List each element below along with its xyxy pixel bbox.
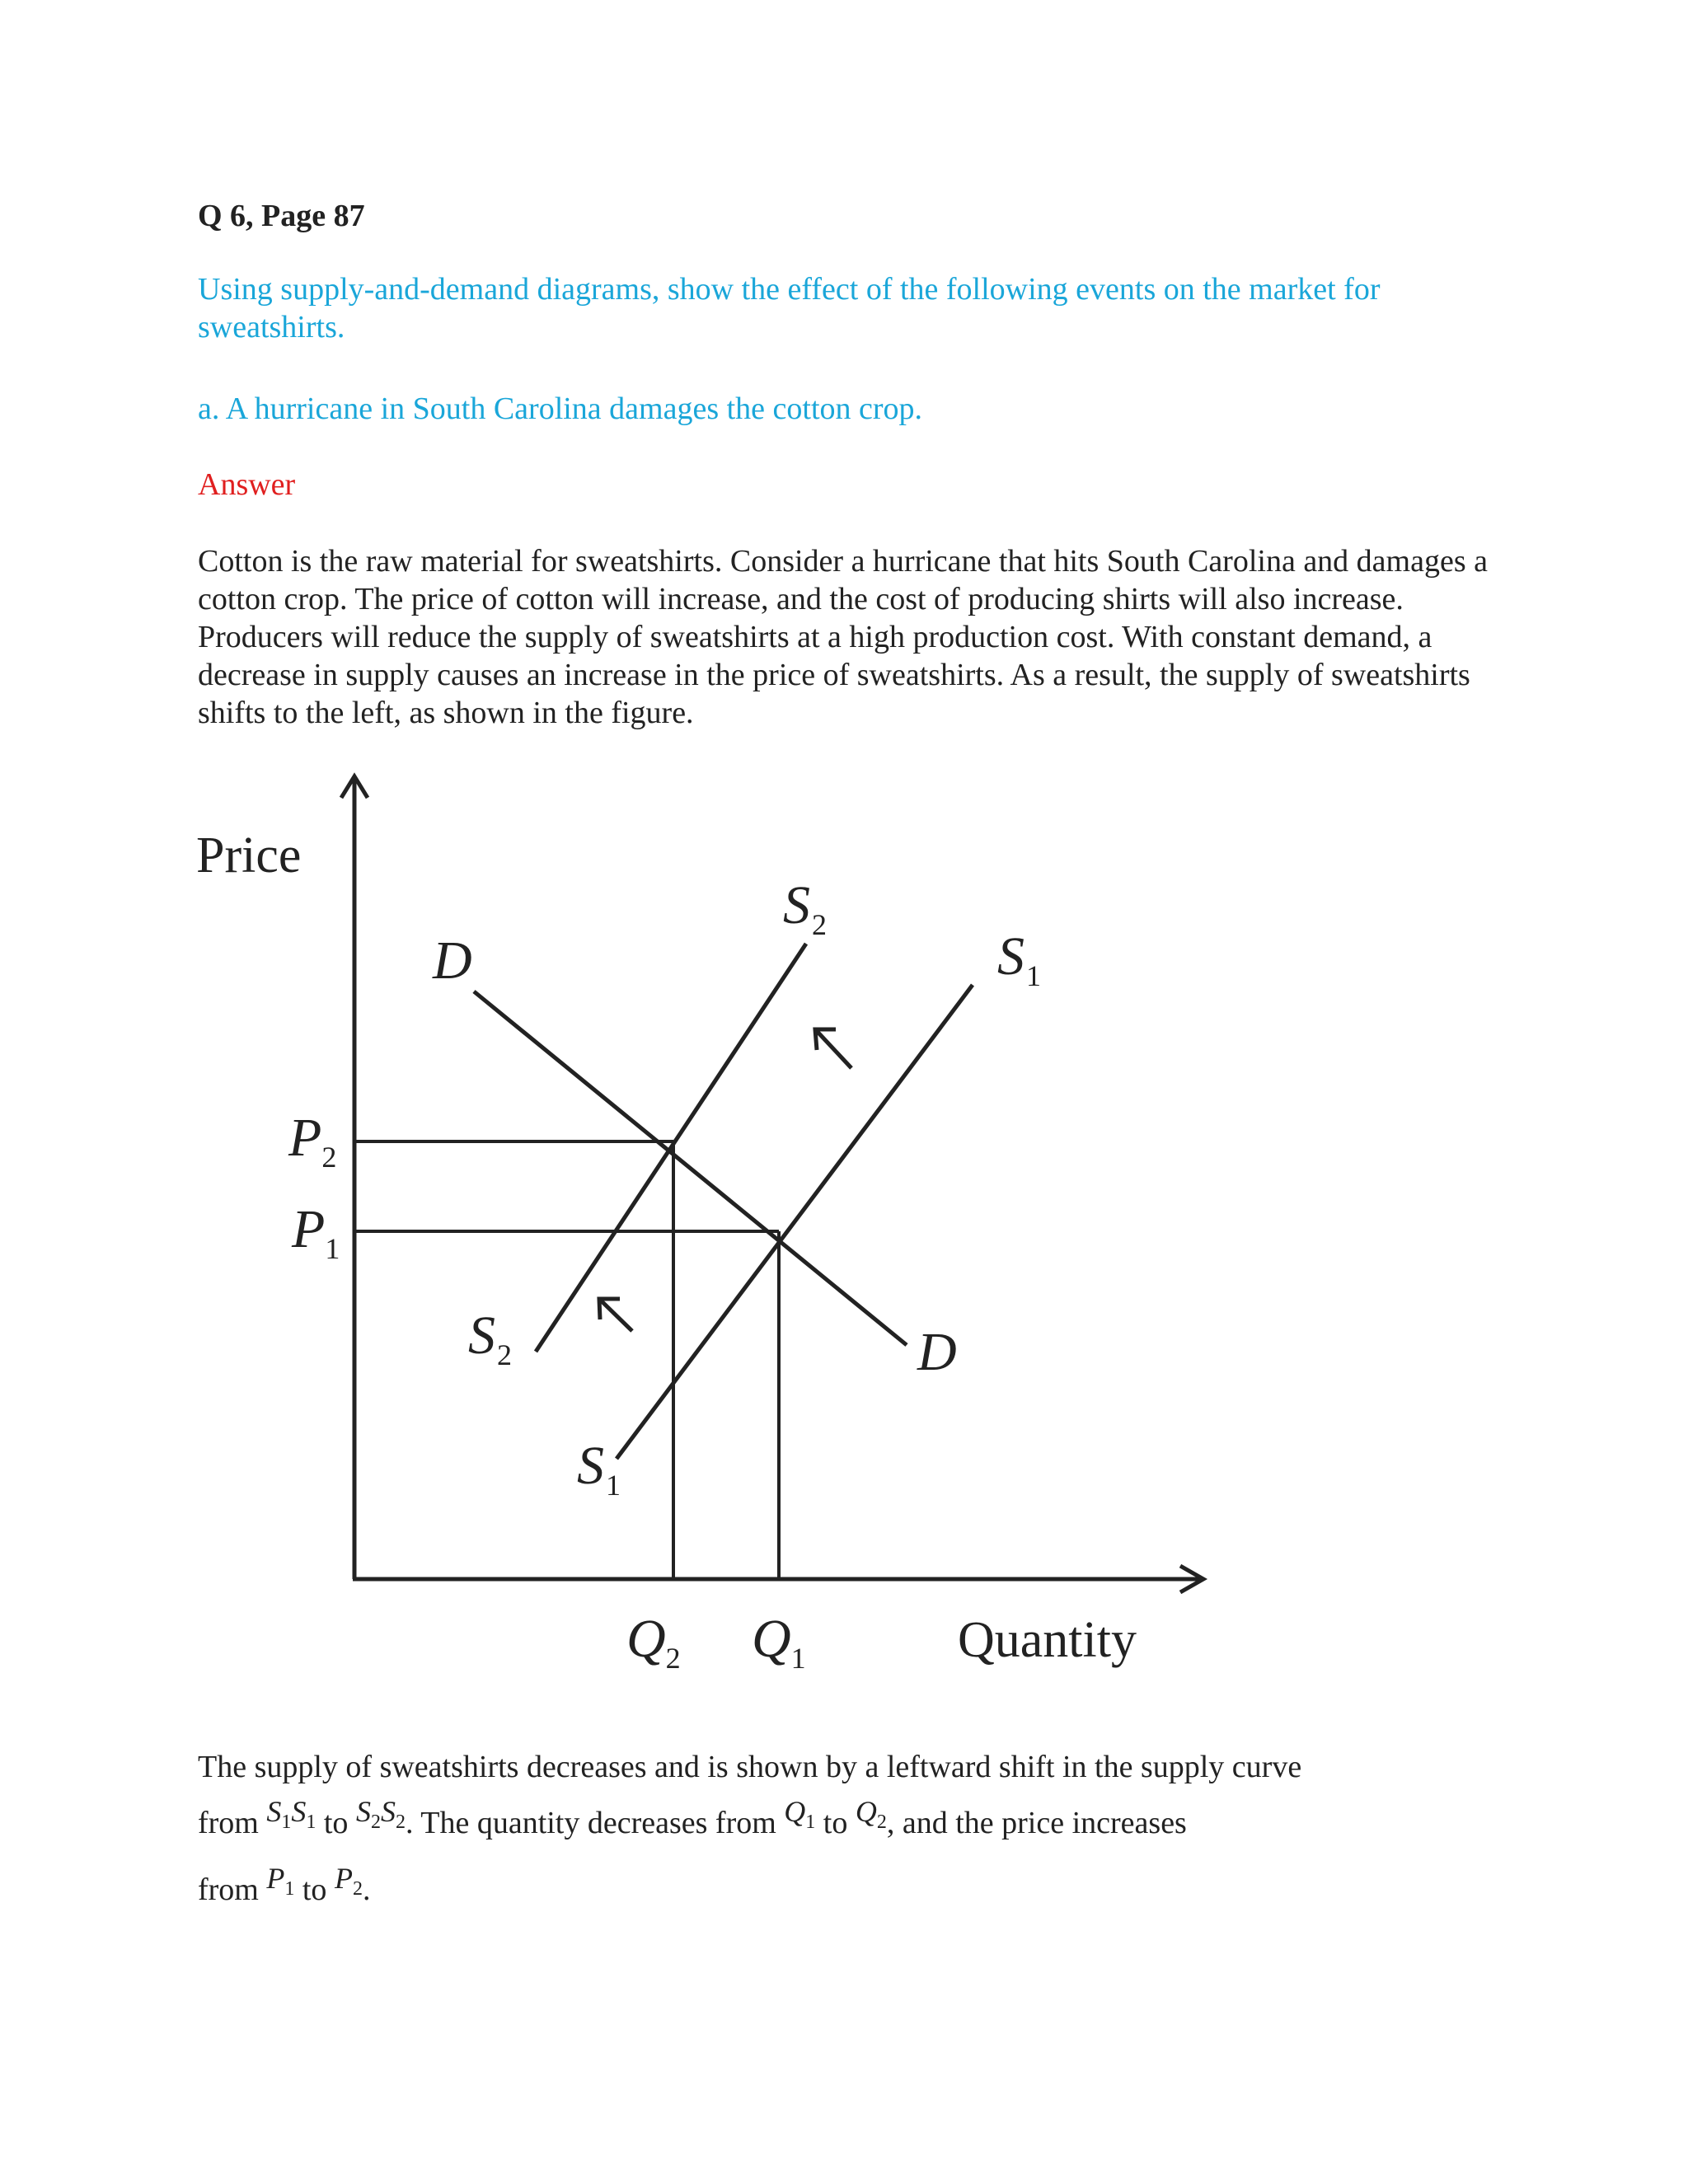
diagram-svg bbox=[181, 758, 1236, 1698]
supply-curve-s2 bbox=[536, 944, 806, 1352]
conclusion-part2: . The quantity decreases from bbox=[405, 1806, 776, 1840]
shift-arrow-lower-icon bbox=[600, 1300, 632, 1331]
question-heading: Q 6, Page 87 bbox=[198, 199, 365, 233]
answer-body: Cotton is the raw material for sweatshirts. Consider a hurricane that hits South Carolina and damages a cotton crop. The price of cotton will increase, and the cost of producing shirts will also increase. Producers will reduce the supply of sweatshirts at a high production cost. With constant demand, a decrease in supply causes an increase in the price of sweatshirts. As a result, the supply of sweatshirts shifts to the left, as shown in the figure. bbox=[198, 544, 1488, 730]
conclusion-from-2: from bbox=[198, 1872, 259, 1908]
demand-label-bottom: D bbox=[917, 1322, 957, 1382]
supply-demand-diagram bbox=[181, 758, 1236, 1698]
conclusion-to-3: to bbox=[302, 1872, 327, 1908]
conclusion-part1: The supply of sweatshirts decreases and is shown by a leftward shift in the supply curve bbox=[198, 1750, 1302, 1784]
q2-label: $Q_2$ bbox=[626, 1609, 681, 1675]
symbol-q1: $Q_1$ bbox=[784, 1795, 816, 1834]
conclusion-to-1: to bbox=[323, 1806, 349, 1840]
conclusion-to-2: to bbox=[823, 1806, 848, 1840]
s2-label-top: $S_2$ bbox=[783, 875, 827, 941]
y-axis-label: Price bbox=[196, 827, 302, 883]
p2-label: $P_2$ bbox=[288, 1108, 337, 1174]
symbol-p2: $P_2$ bbox=[334, 1862, 363, 1900]
s2-label-bottom: $S_2$ bbox=[468, 1305, 512, 1371]
demand-label-top: D bbox=[433, 930, 472, 991]
p1-label: $P_1$ bbox=[292, 1199, 340, 1265]
conclusion-from-1: from bbox=[198, 1806, 259, 1840]
symbol-s1s1: $S_1S_1$ bbox=[266, 1795, 316, 1834]
conclusion-text bbox=[198, 1739, 1517, 1929]
conclusion-period: . bbox=[362, 1872, 371, 1908]
s1-label-top: $S_1$ bbox=[997, 926, 1041, 992]
s1-label-bottom: $S_1$ bbox=[577, 1436, 621, 1502]
q1-label: $Q_1$ bbox=[752, 1609, 806, 1675]
question-text: Using supply-and-demand diagrams, show the effect of the following events on the market for sweatshirts. bbox=[198, 272, 1381, 344]
question-part-a: a. A hurricane in South Carolina damages the cotton crop. bbox=[198, 391, 923, 426]
symbol-p1: $P_1$ bbox=[266, 1862, 295, 1900]
supply-curve-s1 bbox=[617, 985, 973, 1459]
demand-curve bbox=[474, 991, 907, 1345]
conclusion-part3: , and the price increases bbox=[886, 1806, 1187, 1840]
shift-arrow-upper-icon bbox=[816, 1030, 851, 1068]
answer-label: Answer bbox=[198, 467, 296, 502]
symbol-s2s2: $S_2S_2$ bbox=[355, 1795, 406, 1834]
symbol-q2: $Q_2$ bbox=[855, 1795, 887, 1834]
x-axis-label: Quantity bbox=[958, 1612, 1137, 1668]
